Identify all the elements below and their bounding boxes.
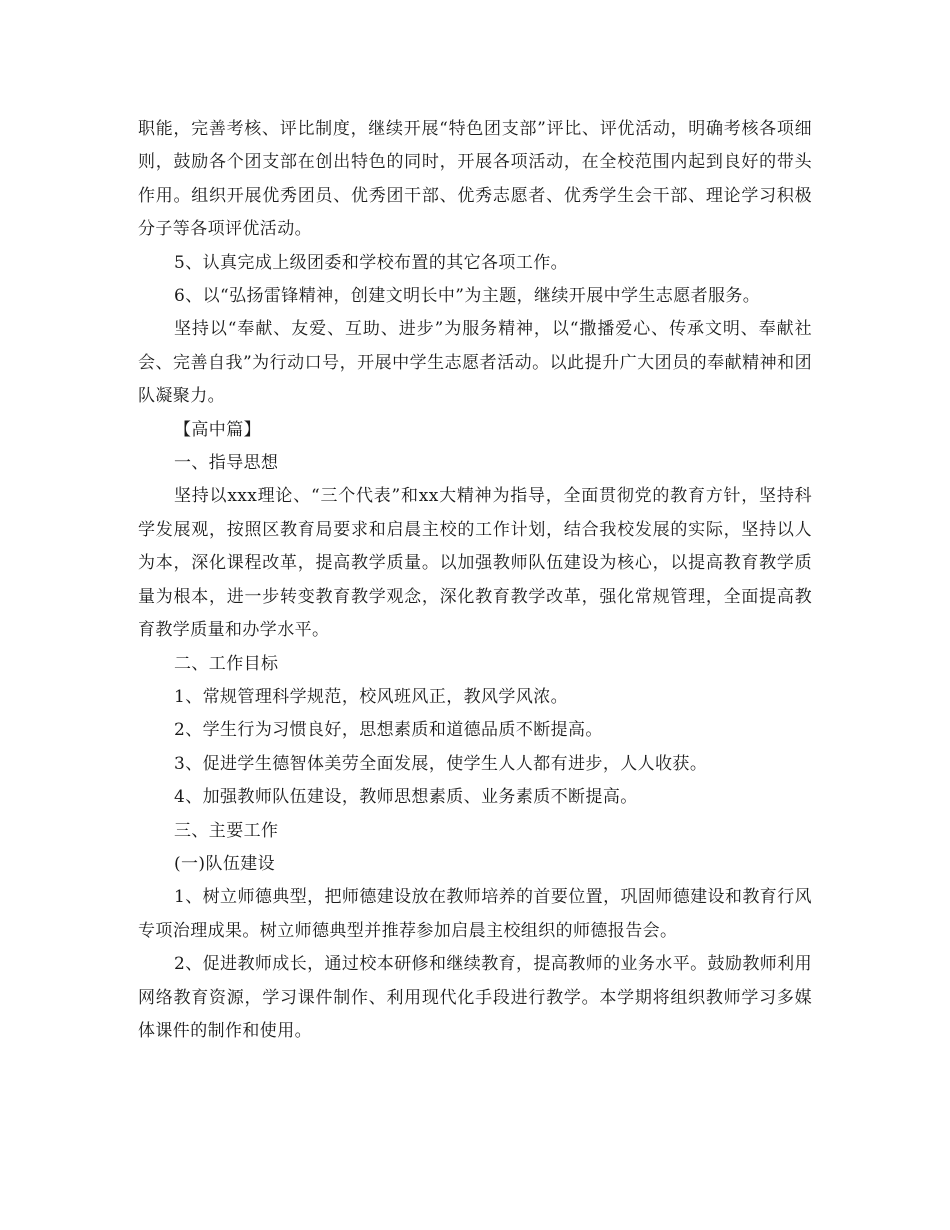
- section-title-high-school: 【高中篇】: [174, 419, 261, 440]
- paragraph-guiding-thought: 坚持以xxx理论、“三个代表”和xx大精神为指导，全面贯彻党的教育方针，坚持科学发展观，按照区教育局要求和启晨主校的工作计划，结合我校发展的实际，坚持以人为本，深化课程改革，提高教学质量。以加强教师队伍建设为核心，以提高教育教学质量为根本，进一步转变教育教学观念，深化教育教学改革，强化常规管理，全面提高教育教学质量和办学水平。: [138, 486, 812, 641]
- paragraph-4: 坚持以“奉献、友爱、互助、进步”为服务精神，以“撒播爱心、传承文明、奉献社会、完善自我”为行动口号，开展中学生志愿者活动。以此提升广大团员的奉献精神和团队凝聚力。: [138, 319, 812, 407]
- heading-work-goals: 二、工作目标: [174, 653, 279, 674]
- work-item-2: 2、促进教师成长，通过校本研修和继续教育，提高教师的业务水平。鼓励教师利用网络教育资源，学习课件制作、利用现代化手段进行教学。本学期将组织教师学习多媒体课件的制作和使用。: [138, 954, 812, 1041]
- heading-guiding-thought: 一、指导思想: [174, 453, 279, 474]
- paragraph-2: 5、认真完成上级团委和学校布置的其它各项工作。: [174, 252, 569, 273]
- heading-main-work: 三、主要工作: [174, 820, 279, 841]
- goal-item-3: 3、促进学生德智体美劳全面发展，使学生人人都有进步，人人收获。: [174, 753, 708, 774]
- goal-item-4: 4、加强教师队伍建设，教师思想素质、业务素质不断提高。: [174, 787, 638, 808]
- subheading-team-building: (一)队伍建设: [174, 853, 276, 874]
- goal-item-1: 1、常规管理科学规范，校风班风正，教风学风浓。: [174, 686, 569, 707]
- document-page: [138, 113, 812, 1048]
- goal-item-2: 2、学生行为习惯良好，思想素质和道德品质不断提高。: [174, 720, 603, 741]
- paragraph-3: 6、以“弘扬雷锋精神，创建文明长中”为主题，继续开展中学生志愿者服务。: [174, 286, 761, 307]
- work-item-1: 1、树立师德典型，把师德建设放在教师培养的首要位置，巩固师德建设和教育行风专项治理成果。树立师德典型并推荐参加启晨主校组织的师德报告会。: [138, 887, 812, 941]
- paragraph-1: 职能，完善考核、评比制度，继续开展“特色团支部”评比、评优活动，明确考核各项细则，鼓励各个团支部在创出特色的同时，开展各项活动，在全校范围内起到良好的带头作用。组织开展优秀团员、优秀团干部、优秀志愿者、优秀学生会干部、理论学习积极分子等各项评优活动。: [138, 119, 812, 240]
